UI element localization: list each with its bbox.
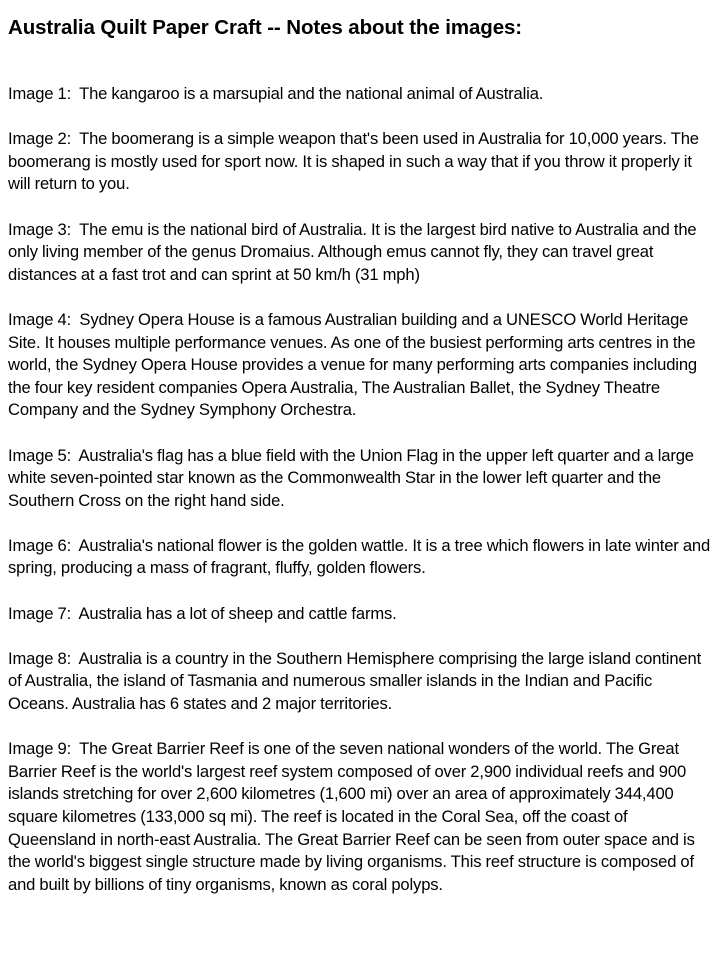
note-text: The kangaroo is a marsupial and the national animal of Australia.: [79, 84, 544, 103]
note-image-9: [8, 738, 714, 896]
note-text: Australia is a country in the Southern Hemisphere comprising the large island continent of Australia, the island of Tasmania and numerous smaller islands in the Indian and Pacific Oceans. Australia has 6 states and 2 major territories.: [8, 648, 702, 714]
note-text: Australia's national flower is the golden wattle. It is a tree which flowers in late winter and spring, producing a mass of fragrant, fluffy, golden flowers.: [8, 535, 711, 578]
note-text: Australia has a lot of sheep and cattle farms.: [78, 603, 397, 623]
note-label: Image 8:: [8, 648, 72, 668]
note-text: Sydney Opera House is a famous Australian building and a UNESCO World Heritage Site. It houses multiple performance venues. As one of the busiest performing arts centres in the world, the Sydney Opera House provides a venue for many performing arts companies including the four key resident companies Opera Australia, The Australian Ballet, the Sydney Theatre Company and the Sydney Symphony Orchestra.: [8, 309, 697, 420]
note-image-4: [8, 309, 714, 422]
note-image-6: [8, 535, 714, 580]
note-label: Image 1:: [8, 84, 72, 103]
document-page: [8, 14, 714, 919]
note-label: Image 2:: [8, 129, 72, 149]
note-label: Image 4:: [8, 309, 72, 329]
note-label: Image 7:: [8, 603, 72, 623]
note-text: The boomerang is a simple weapon that's been used in Australia for 10,000 years. The boomerang is mostly used for sport now. It is shaped in such a way that if you throw it properly it will return to you.: [8, 129, 699, 194]
note-text: Australia's flag has a blue field with the Union Flag in the upper left quarter and a large white seven-pointed star known as the Commonwealth Star in the lower left quarter and the Southern Cross on the right hand side.: [8, 445, 694, 510]
note-image-8: [8, 648, 714, 716]
note-text: The Great Barrier Reef is one of the seven national wonders of the world. The Great Barrier Reef is the world's largest reef system composed of over 2,900 individual reefs and 900 islands stretching for over 2,600 kilometres (1,600 mi) over an area of approximately 344,400 square kilometres (133,000 sq mi). The reef is located in the Coral Sea, off the coast of Queensland in north-east Australia. The Great Barrier Reef can be seen from outer space and is the world's biggest single structure made by living organisms. This reef structure is composed of and built by billions of tiny organisms, known as coral polyps.: [8, 739, 695, 894]
notes-list: [8, 83, 714, 896]
note-image-2: [8, 128, 714, 196]
note-label: Image 3:: [8, 219, 72, 239]
note-image-5: [8, 445, 714, 513]
note-image-3: [8, 219, 714, 287]
document-title: Australia Quilt Paper Craft -- Notes about the images:: [8, 16, 523, 39]
note-text: The emu is the national bird of Australia. It is the largest bird native to Australia and the only living member of the genus Dromaius. Although emus cannot fly, they can travel great distances at a fast trot and can sprint at 50 km/h (31 mph): [8, 219, 697, 284]
note-label: Image 6:: [8, 535, 72, 555]
note-image-7: [8, 603, 714, 626]
note-label: Image 9:: [8, 739, 72, 759]
note-label: Image 5:: [8, 445, 72, 465]
note-image-1: [8, 83, 714, 106]
